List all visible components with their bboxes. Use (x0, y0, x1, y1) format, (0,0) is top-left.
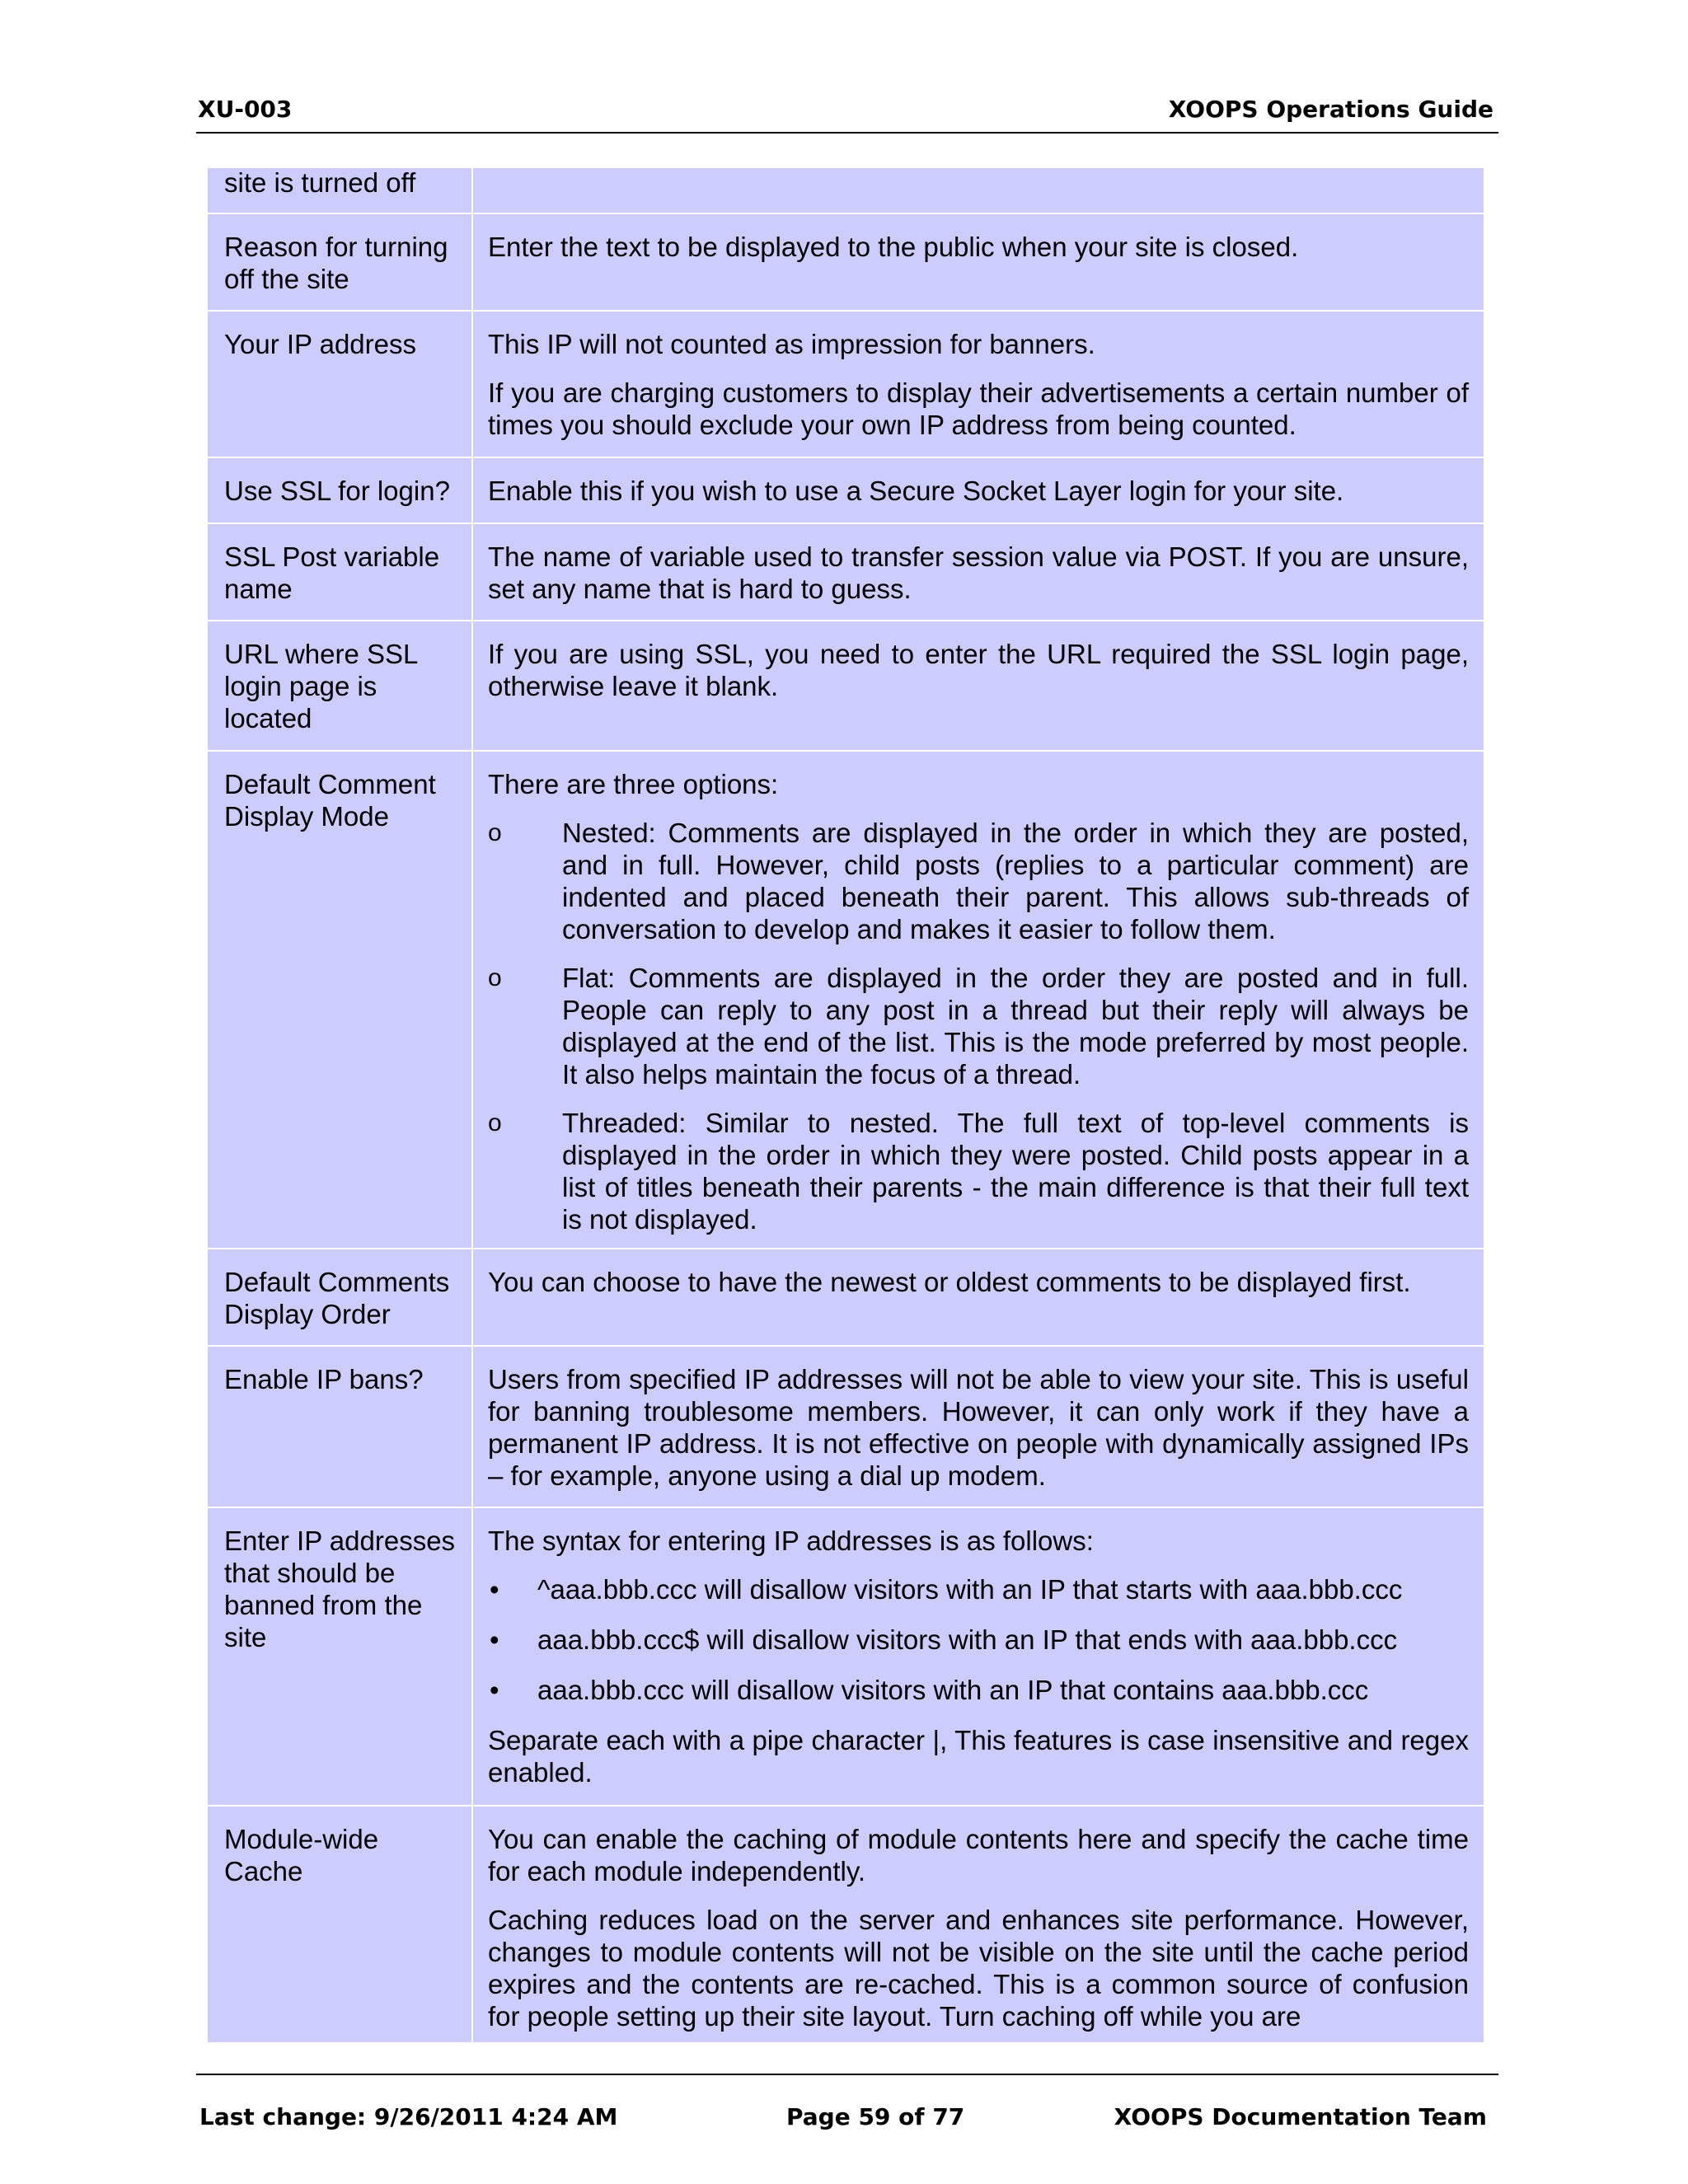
table-row (208, 1347, 1484, 1508)
setting-label: SSL Post variable name (224, 541, 440, 604)
description-paragraph: Caching reduces load on the server and enhances site performance. However, changes to module contents will not be visible on the site until the cache period expires and the contents are re-cached. This is a common source of confusion for people setting up their site layout. Turn caching off while you are (488, 1905, 1469, 2032)
description-paragraph: Users from specified IP addresses will not be able to view your site. This is useful for banning troublesome members. However, it can only work if they have a permanent IP address. It is not effective on people with dynamically assigned IPs – for example, anyone using a dial up modem. (488, 1364, 1469, 1491)
setting-label: Your IP address (224, 329, 416, 359)
setting-description (488, 1823, 1469, 2032)
option-item (488, 962, 1469, 1090)
setting-label: Default Comment Display Mode (224, 769, 436, 832)
setting-description (488, 1363, 1469, 1492)
bullet-marker: • (490, 1574, 499, 1605)
setting-description (488, 475, 1469, 507)
description-paragraph: Separate each with a pipe character |, This features is case insensitive and regex enabled. (488, 1725, 1469, 1788)
bullet-item (488, 1573, 1469, 1605)
table-row (208, 214, 1484, 312)
table-row (208, 752, 1484, 1249)
bullet-item (488, 1674, 1469, 1706)
page-number: Page 59 of 77 (786, 2103, 965, 2130)
page-footer (196, 2074, 1498, 2130)
page-header (196, 92, 1498, 134)
option-text: Threaded: Similar to nested. The full text of top-level comments is displayed in the order in which they were posted. Child posts appear in a list of titles beneath their parents - the main difference is that their full text is not displayed. (562, 1108, 1469, 1235)
description-paragraph: You can choose to have the newest or oldest comments to be displayed first. (488, 1267, 1411, 1297)
description-paragraph: The name of variable used to transfer session value via POST. If you are unsure, set any name that is hard to guess. (488, 541, 1469, 604)
table-row (208, 1807, 1484, 2042)
bullet-marker: • (490, 1624, 499, 1655)
description-paragraph: Enable this if you wish to use a Secure Socket Layer login for your site. (488, 476, 1344, 506)
table-row (208, 312, 1484, 458)
option-marker: o (488, 819, 502, 846)
bullet-text: ^aaa.bbb.ccc will disallow visitors with an IP that starts with aaa.bbb.ccc (537, 1574, 1403, 1605)
option-marker: o (488, 1109, 502, 1137)
description-paragraph: There are three options: (488, 769, 779, 799)
setting-description (488, 1266, 1469, 1298)
document-id: XU-003 (198, 96, 293, 123)
setting-label: Module-wide Cache (224, 1824, 379, 1886)
table-row (208, 621, 1484, 752)
option-text: Nested: Comments are displayed in the order in which they are posted, and in full. However, child posts (replies to a particular comment) are indented and placed beneath their parent. This allows sub-threads of conversation to develop and makes it easier to follow them. (562, 818, 1469, 944)
setting-label: Reason for turning off the site (224, 232, 448, 294)
last-change: Last change: 9/26/2011 4:24 AM (199, 2103, 618, 2130)
description-paragraph: If you are charging customers to display their advertisements a certain number of times you should exclude your own IP address from being counted. (488, 377, 1469, 440)
author-team: XOOPS Documentation Team (1114, 2103, 1487, 2130)
bullet-text: aaa.bbb.ccc will disallow visitors with an IP that contains aaa.bbb.ccc (537, 1675, 1369, 1705)
bullet-text: aaa.bbb.ccc$ will disallow visitors with an IP that ends with aaa.bbb.ccc (537, 1624, 1398, 1655)
description-paragraph: The syntax for entering IP addresses is as follows: (488, 1526, 1094, 1556)
description-paragraph: You can enable the caching of module contents here and specify the cache time for each module independently. (488, 1824, 1469, 1886)
setting-description (488, 541, 1469, 605)
setting-label: Enter IP addresses that should be banned from the site (224, 1526, 456, 1652)
setting-label: Default Comments Display Order (224, 1267, 450, 1329)
setting-label: site is turned off (224, 168, 416, 198)
setting-label: Use SSL for login? (224, 476, 450, 506)
setting-description (488, 328, 1469, 441)
bullet-marker: • (490, 1675, 499, 1705)
table-row (208, 458, 1484, 524)
settings-table (208, 168, 1484, 2042)
setting-description (488, 768, 1469, 1235)
table-row (208, 1249, 1484, 1347)
table-row (208, 524, 1484, 621)
bullet-item (488, 1624, 1469, 1656)
option-item (488, 817, 1469, 945)
option-item (488, 1107, 1469, 1235)
setting-description (488, 1525, 1469, 1788)
setting-label: Enable IP bans? (224, 1364, 424, 1394)
table-row (208, 168, 1484, 214)
setting-description (488, 638, 1469, 702)
setting-description (488, 231, 1469, 263)
option-text: Flat: Comments are displayed in the order they are posted and in full. People can reply to any post in a thread but their reply will always be displayed at the end of the list. This is the mode preferred by most people. It also helps maintain the focus of a thread. (562, 963, 1469, 1090)
description-paragraph: This IP will not counted as impression for banners. (488, 329, 1095, 359)
document-title: XOOPS Operations Guide (1168, 96, 1493, 123)
setting-label: URL where SSL login page is located (224, 639, 418, 733)
description-paragraph: Enter the text to be displayed to the public when your site is closed. (488, 232, 1299, 262)
table-row (208, 1508, 1484, 1807)
description-paragraph: If you are using SSL, you need to enter the URL required the SSL login page, otherwise leave it blank. (488, 639, 1469, 701)
option-marker: o (488, 964, 502, 991)
